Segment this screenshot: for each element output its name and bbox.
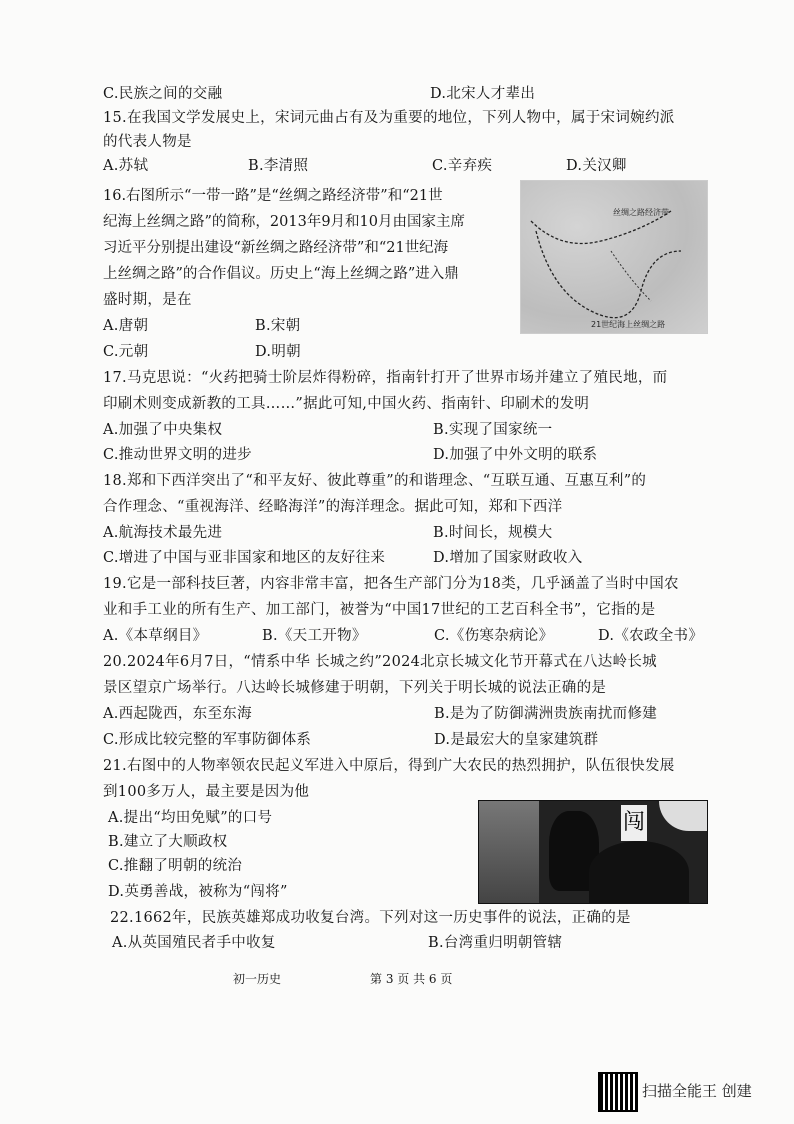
q22-option-a: A.从英国殖民者手中收复 bbox=[112, 935, 276, 951]
q16-option-c: C.元朝 bbox=[103, 344, 149, 360]
q21-option-c: C.推翻了明朝的统治 bbox=[108, 858, 243, 874]
q21-option-d: D.英勇善战，被称为“闯将” bbox=[108, 884, 288, 900]
q21-option-b: B.建立了大顺政权 bbox=[108, 834, 228, 850]
li-zicheng-photo bbox=[478, 800, 708, 904]
q16-stem: 习近平分别提出建设“新丝绸之路经济带”和“21世纪海 bbox=[103, 240, 449, 256]
q16-option-b: B.宋朝 bbox=[255, 318, 301, 334]
route-lines bbox=[521, 181, 707, 333]
q15-option-c: C.辛弃疾 bbox=[432, 158, 493, 174]
q16-option-d: D.明朝 bbox=[255, 344, 301, 360]
q17-option-d: D.加强了中外文明的联系 bbox=[433, 447, 598, 463]
q21-stem: 21.右图中的人物率领农民起义军进入中原后，得到广大农民的热烈拥护，队伍很快发展 bbox=[103, 758, 675, 774]
q19-stem: 19.它是一部科技巨著，内容非常丰富，把各生产部门分为18类，几乎涵盖了当时中国农 bbox=[103, 576, 679, 592]
q21-stem: 到100多万人，最主要是因为他 bbox=[103, 784, 310, 800]
q16-option-a: A.唐朝 bbox=[103, 318, 149, 334]
footer-subject: 初一历史 bbox=[233, 972, 282, 986]
q21-option-a: A.提出“均田免赋”的口号 bbox=[108, 810, 273, 826]
scanner-watermark: 扫描全能王 创建 bbox=[642, 1082, 752, 1100]
map-label-maritime-road: 21世纪海上丝绸之路 bbox=[591, 320, 666, 329]
q18-option-d: D.增加了国家财政收入 bbox=[433, 550, 583, 566]
q17-stem: 17.马克思说：“火药把骑士阶层炸得粉碎，指南针打开了世界市场并建立了殖民地，而 bbox=[103, 370, 668, 386]
q18-option-b: B.时间长，规模大 bbox=[433, 525, 553, 541]
q15-option-d: D.关汉卿 bbox=[566, 158, 627, 174]
qr-code-icon bbox=[598, 1072, 638, 1112]
q17-option-b: B.实现了国家统一 bbox=[433, 422, 553, 438]
q20-option-b: B.是为了防御满洲贵族南扰而修建 bbox=[434, 706, 658, 722]
q22-option-b: B.台湾重归明朝管辖 bbox=[428, 935, 563, 951]
q19-stem: 业和手工业的所有生产、加工部门，被誉为“中国17世纪的工艺百科全书”，它指的是 bbox=[103, 602, 656, 618]
q15-stem: 15.在我国文学发展史上，宋词元曲占有及为重要的地位，下列人物中，属于宋词婉约派 bbox=[103, 110, 675, 126]
q22-stem: 22.1662年，民族英雄郑成功收复台湾。下列对这一历史事件的说法，正确的是 bbox=[110, 910, 631, 926]
q16-stem: 纪海上丝绸之路”的简称，2013年9月和10月由国家主席 bbox=[103, 214, 465, 230]
q16-stem: 上丝绸之路”的合作倡议。历史上“海上丝绸之路”进入鼎 bbox=[103, 266, 459, 282]
q20-stem: 20.2024年6月7日，“情系中华 长城之约”2024北京长城文化节开幕式在八达岭长城 bbox=[103, 654, 657, 670]
q14-option-c: C.民族之间的交融 bbox=[103, 86, 223, 102]
q18-option-a: A.航海技术最先进 bbox=[103, 525, 223, 541]
q17-option-c: C.推动世界文明的进步 bbox=[103, 447, 252, 463]
q15-option-b: B.李清照 bbox=[248, 158, 309, 174]
map-label-silk-road-belt: 丝绸之路经济带 bbox=[613, 208, 669, 217]
q16-stem: 16.右图所示“一带一路”是“丝绸之路经济带”和“21世 bbox=[103, 188, 443, 204]
banner-character: 闯 bbox=[621, 805, 647, 841]
q19-option-c: C.《伤寒杂病论》 bbox=[434, 628, 554, 644]
q19-option-b: B.《天工开物》 bbox=[262, 628, 367, 644]
belt-and-road-map bbox=[520, 180, 708, 334]
q17-stem: 印刷术则变成新教的工具……”据此可知,中国火药、指南针、印刷术的发明 bbox=[103, 396, 590, 412]
footer-page-number: 第 3 页 共 6 页 bbox=[370, 972, 453, 986]
q16-stem: 盛时期，是在 bbox=[103, 292, 192, 308]
q19-option-d: D.《农政全书》 bbox=[598, 628, 704, 644]
q17-option-a: A.加强了中央集权 bbox=[103, 422, 223, 438]
q19-option-a: A.《本草纲目》 bbox=[103, 628, 208, 644]
q18-stem: 合作理念、“重视海洋、经略海洋”的海洋理念。据此可知，郑和下西洋 bbox=[103, 499, 563, 515]
q15-stem: 的代表人物是 bbox=[103, 134, 192, 150]
q20-option-c: C.形成比较完整的军事防御体系 bbox=[103, 732, 312, 748]
q20-option-a: A.西起陇西，东至东海 bbox=[103, 706, 252, 722]
q20-stem: 景区望京广场举行。八达岭长城修建于明朝，下列关于明长城的说法正确的是 bbox=[103, 680, 607, 696]
q18-stem: 18.郑和下西洋突出了“和平友好、彼此尊重”的和谐理念、“互联互通、互惠互利”的 bbox=[103, 473, 647, 489]
q15-option-a: A.苏轼 bbox=[103, 158, 149, 174]
q14-option-d: D.北宋人才辈出 bbox=[430, 86, 536, 102]
q18-option-c: C.增进了中国与亚非国家和地区的友好往来 bbox=[103, 550, 386, 566]
q20-option-d: D.是最宏大的皇家建筑群 bbox=[434, 732, 599, 748]
